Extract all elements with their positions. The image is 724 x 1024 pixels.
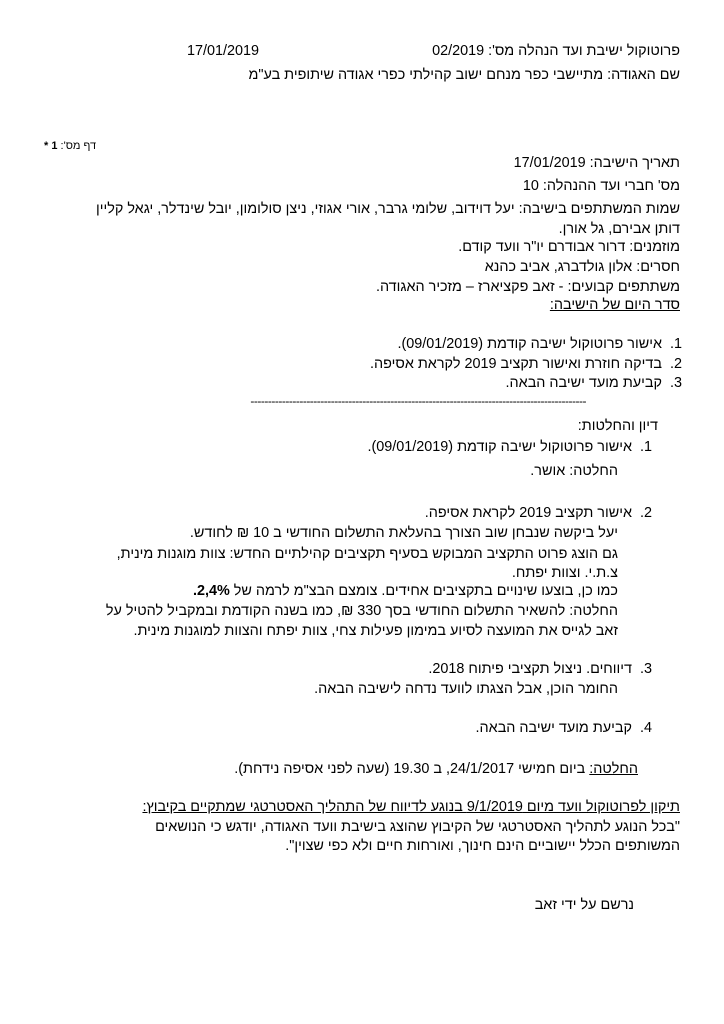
item-2-line-3: צ.ת.י. וצוות יפתח. bbox=[511, 565, 618, 581]
agenda-item-1: 1.אישור פרוטוקול ישיבה קודמת (09/01/2019). bbox=[397, 336, 682, 352]
agenda-item-3: 3.קביעת מועד ישיבה הבאה. bbox=[505, 375, 682, 391]
meeting-date: תאריך הישיבה: 17/01/2019 bbox=[513, 155, 680, 171]
correction-line-2: המשותפים הכלל יישוביים הינם חינוך, ואורחות חיים ולא כפי שצוין". bbox=[285, 838, 680, 854]
separator-line: ------------------------------------------------------------------------------------------------ bbox=[250, 394, 586, 408]
correction-line-1: "בכל הנוגע לתהליך האסטרטגי של הקיבוץ שהוצג בישיבת וועד האגודה, יודגש כי הנושאים bbox=[155, 819, 680, 835]
protocol-title: פרוטוקול ישיבת ועד הנהלה מס': 02/2019 bbox=[432, 43, 680, 59]
item-2-decision-line-1: החלטה: להשאיר התשלום החודשי בסך 330 ₪, כמו בשנה הקודמת ובמקביל להטיל על bbox=[105, 603, 618, 619]
agenda-item-2: 2.בדיקה חוזרת ואישור תקציב 2019 לקראת אסיפה. bbox=[370, 356, 682, 372]
invited: מוזמנים: דרור אבודרם יו"ר וועד קודם. bbox=[458, 239, 680, 255]
item-1-decision: החלטה: אושר. bbox=[530, 463, 618, 479]
discussion-title: דיון והחלטות: bbox=[577, 418, 658, 434]
page-number: דף מס': 1 * bbox=[44, 140, 97, 152]
absent: חסרים: אלון גולדברג, אביב כהנא bbox=[484, 259, 680, 275]
agenda-title: סדר היום של הישיבה: bbox=[549, 297, 680, 313]
signed-by: נרשם על ידי זאב bbox=[534, 897, 634, 913]
discussion-item-2: 2.אישור תקציב 2019 לקראת אסיפה. bbox=[424, 505, 652, 521]
discussion-item-3: 3.דיווחים. ניצול תקציבי פיתוח 2018. bbox=[428, 661, 652, 677]
item-2-line-1: יעל ביקשה שנבחן שוב הצורך בהעלאת התשלום החודשי ב 10 ₪ לחודש. bbox=[189, 525, 618, 541]
participants-line-2: דותן אבירם, גל אורן. bbox=[558, 221, 680, 237]
participants-line-1: שמות המשתתפים בישיבה: יעל דוידוב, שלומי גרבר, אורי אגוזי, ניצן סולומון, יובל שינדלר, יגאל קליין bbox=[96, 201, 680, 217]
permanent-participants: משתתפים קבועים: - זאב פקציארז – מזכיר האגודה. bbox=[375, 279, 680, 295]
next-meeting-decision: החלטה: ביום חמישי 24/1/2017, ב 19.30 (שעה לפני אסיפה נידחת). bbox=[234, 761, 638, 777]
item-2-line-4: כמו כן, בוצעו שינויים בתקציבים אחידים. צומצם הבצ"מ לרמה של 2,4%. bbox=[192, 583, 618, 599]
item-3-line-1: החומר הוכן, אבל הצגתו לוועד נדחה לישיבה הבאה. bbox=[314, 681, 618, 697]
association-name: שם האגודה: מתיישבי כפר מנחם ישוב קהילתי כפרי אגודה שיתופית בע"מ bbox=[248, 67, 680, 83]
discussion-item-4: 4.קביעת מועד ישיבה הבאה. bbox=[475, 720, 652, 736]
correction-title: תיקון לפרוטוקול וועד מיום 9/1/2019 בנוגע לדיווח של התהליך האסטרטגי שמתקיים בקיבוץ: bbox=[142, 799, 680, 815]
header-date: 17/01/2019 bbox=[187, 43, 260, 59]
members-count: מס' חברי ועד ההנהלה: 10 bbox=[522, 178, 680, 194]
budget-percent: 2,4%. bbox=[192, 583, 230, 599]
discussion-item-1: 1.אישור פרוטוקול ישיבה קודמת (09/01/2019). bbox=[367, 439, 652, 455]
item-2-decision-line-2: זאב לגייס את המועצה לסיוע במימון פעילות צחי, צוות יפתח והצוות למוגנות מינית. bbox=[133, 623, 618, 639]
item-2-line-2: גם הוצג פרוט התקציב המבוקש בסעיף תקציבים קהילתיים החדש: צוות מוגנות מינית, bbox=[116, 546, 618, 562]
